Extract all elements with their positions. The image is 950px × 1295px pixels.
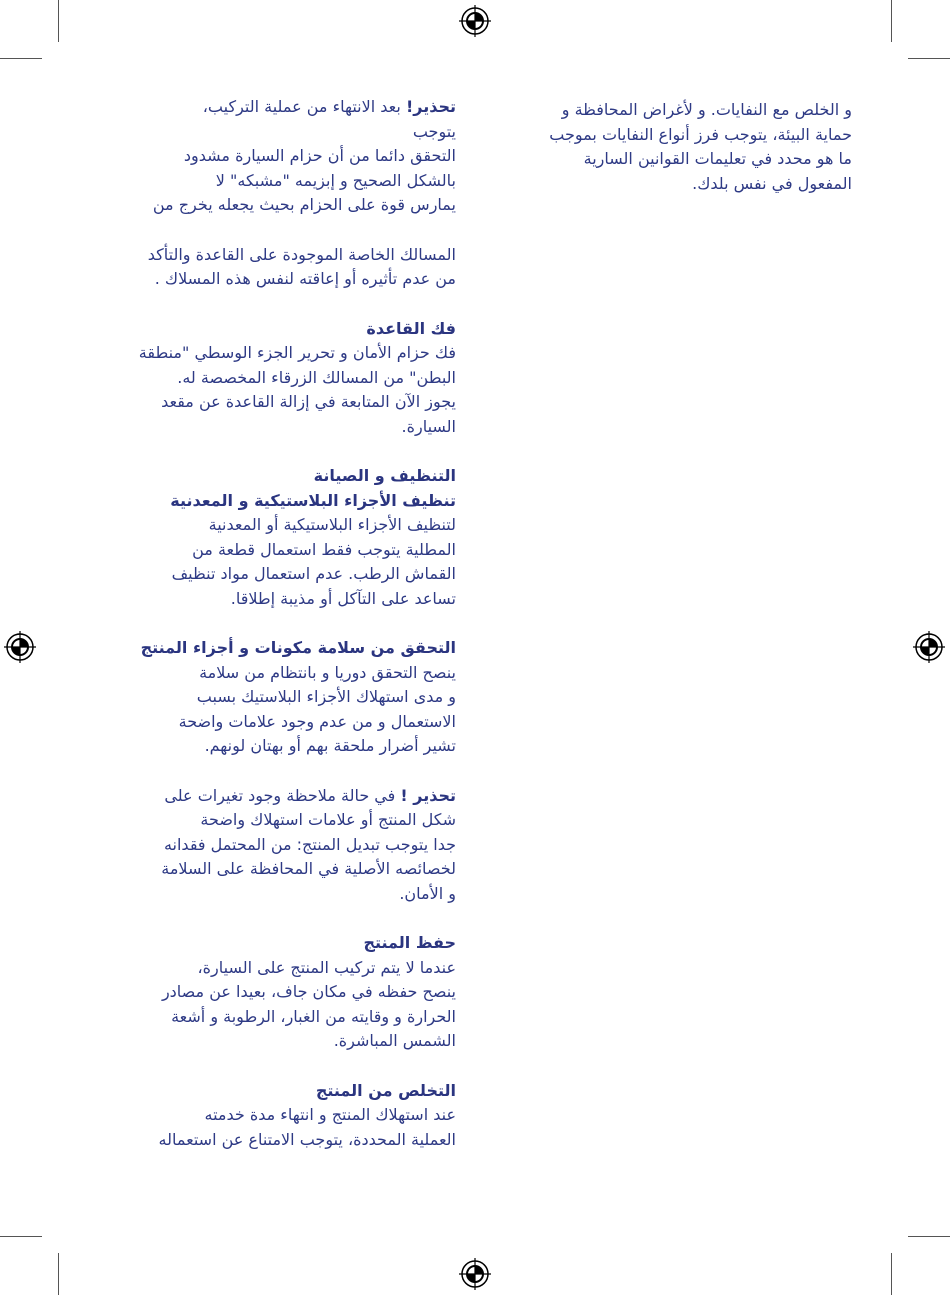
body-line: فك حزام الأمان و تحرير الجزء الوسطي "منطقة [138, 343, 456, 362]
body-line: جدا يتوجب تبديل المنتج: من المحتمل فقدانه [163, 834, 456, 854]
body-line: في حالة ملاحظة وجود تغيرات على [164, 785, 396, 805]
storage-section [98, 931, 456, 1054]
warning-after-install [98, 95, 456, 218]
right-column [498, 98, 852, 196]
registration-mark-icon [459, 1258, 491, 1290]
body-line: بالشكل الصحيح و إبزيمه "مشبكه" لا [215, 170, 456, 190]
body-line: المسالك الخاصة الموجودة على القاعدة والتأكد [147, 244, 456, 264]
body-line: يتوجب [412, 121, 456, 141]
belt-path-paragraph [98, 243, 456, 292]
body-line: القماش الرطب. عدم استعمال مواد تنظيف [171, 564, 456, 583]
crop-mark-icon [58, 1253, 59, 1295]
crop-mark-icon [891, 0, 892, 42]
crop-mark-icon [908, 1236, 950, 1237]
registration-mark-icon [459, 5, 491, 37]
section-heading: حفظ المنتج [363, 933, 456, 952]
crop-mark-icon [908, 58, 950, 59]
body-line: يمارس قوة على الحزام بحيث يجعله يخرج من [152, 195, 456, 214]
body-line: لتنظيف الأجزاء البلاستيكية أو المعدنية [208, 515, 456, 534]
body-line: شكل المنتج أو علامات استهلاك واضحة [200, 810, 456, 829]
body-line: المفعول في نفس بلدك. [692, 173, 852, 193]
body-line: الاستعمال و من عدم وجود علامات واضحة [178, 711, 456, 731]
body-line: تشير أضرار ملحقة بهم أو بهتان لونهم. [204, 736, 456, 755]
cleaning-parts-section [98, 489, 456, 612]
body-line: الحرارة و وقايته من الغبار، الرطوبة و أشعة [171, 1006, 456, 1026]
warning-replace-product [98, 784, 456, 907]
body-line: التحقق دائما من أن حزام السيارة مشدود [183, 146, 456, 165]
crop-mark-icon [891, 1253, 892, 1295]
body-line: ينصح حفظه في مكان جاف، بعيدا عن مصادر [161, 982, 456, 1001]
registration-mark-icon [913, 631, 945, 663]
section-heading: التخلص من المنتج [315, 1080, 456, 1100]
body-line: الشمس المباشرة. [333, 1031, 456, 1050]
body-line: و الخلص مع النفايات. و لأغراض المحافظة و [561, 100, 852, 119]
left-column [98, 95, 456, 1156]
warning-label: تحذير ! [400, 785, 456, 805]
body-line: تساعد على التآكل أو مذيبة إطلاقا. [230, 588, 456, 608]
body-line: و الأمان. [399, 883, 456, 903]
body-line: ينصح التحقق دوريا و بانتظام من سلامة [199, 662, 456, 682]
warning-label: تحذير! [405, 97, 456, 116]
crop-mark-icon [0, 1236, 42, 1237]
body-line: عند استهلاك المنتج و انتهاء مدة خدمته [204, 1105, 456, 1124]
body-line: العملية المحددة، يتوجب الامتناع عن استعماله [158, 1129, 456, 1149]
base-removal-section [98, 317, 456, 440]
section-heading: فك القاعدة [366, 318, 456, 338]
body-line: من عدم تأثيره أو إعاقته لنفس هذه المسلاك . [154, 269, 456, 288]
disposal-section [98, 1079, 456, 1153]
section-heading: تنظيف الأجزاء البلاستيكية و المعدنية [170, 490, 456, 510]
registration-mark-icon [4, 631, 36, 663]
body-line: حماية البيئة، يتوجب فرز أنواع النفايات بموجب [549, 124, 852, 144]
body-line: و مدى استهلاك الأجزاء البلاستيك بسبب [196, 687, 456, 706]
body-line: يجوز الآن المتابعة في إزالة القاعدة عن مقعد [161, 392, 456, 411]
cleaning-maintenance-heading: التنظيف و الصيانة [313, 466, 456, 485]
body-line: البطن" من المسالك الزرقاء المخصصة له. [177, 367, 456, 387]
body-line: عندما لا يتم تركيب المنتج على السيارة، [197, 957, 456, 977]
body-line: بعد الانتهاء من عملية التركيب، [202, 97, 401, 116]
body-line: لخصائصه الأصلية في المحافظة على السلامة [161, 859, 456, 878]
body-line: السيارة. [401, 416, 456, 436]
section-heading: التحقق من سلامة مكونات و أجزاء المنتج [140, 638, 456, 657]
body-line: ما هو محدد في تعليمات القوانين السارية [583, 149, 852, 168]
body-line: المطلية يتوجب فقط استعمال قطعة من [192, 539, 456, 559]
integrity-check-section [98, 636, 456, 759]
crop-mark-icon [0, 58, 42, 59]
crop-mark-icon [58, 0, 59, 42]
